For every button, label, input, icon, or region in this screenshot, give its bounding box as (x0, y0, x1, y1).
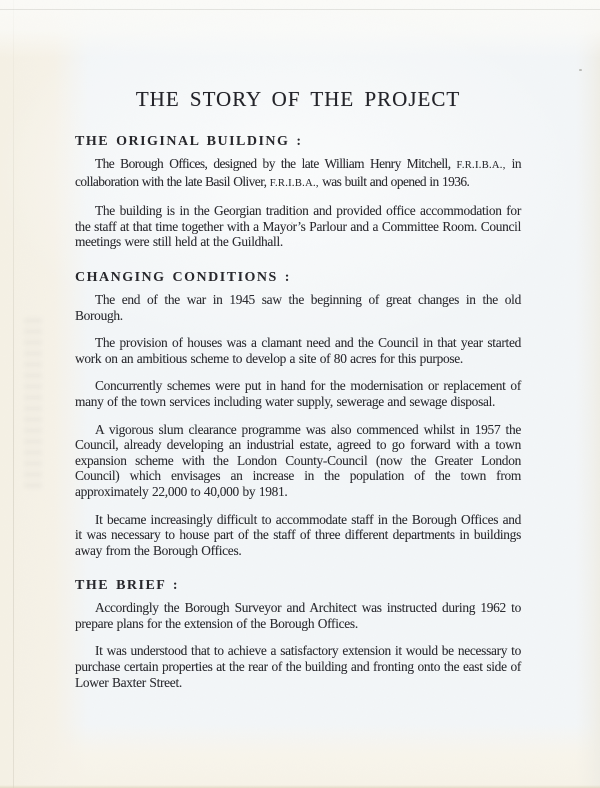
scan-left-edge-line (13, 0, 14, 788)
paragraph-text: was built and opened in 1936. (318, 173, 470, 189)
friba-smallcaps: F.R.I.B.A., (269, 177, 319, 189)
friba-smallcaps: F.R.I.B.A., (456, 160, 506, 171)
body-paragraph: The end of the war in 1945 saw the beginning of great changes in the old Borough. (75, 291, 521, 323)
section-heading-changing-conditions: CHANGING CONDITIONS : (75, 269, 291, 285)
paragraph-text: in collaboration with the late Basil Oliver, (75, 156, 521, 189)
body-paragraph: Accordingly the Borough Surveyor and Architect was instructed during 1962 to prepare plans for the extension of the Borough Offices. (75, 600, 521, 631)
scan-top-edge-line (0, 9, 600, 10)
page-title: THE STORY OF THE PROJECT (135, 87, 461, 111)
body-paragraph (75, 156, 521, 191)
section-heading-the-brief: THE BRIEF : (75, 578, 179, 594)
body-paragraph: Concurrently schemes were put in hand for the modernisation or replacement of many of the town services including water supply, sewerage and sewage disposal. (75, 378, 521, 409)
body-paragraph: A vigorous slum clearance programme was also commenced whilst in 1957 the Council, already developing an industrial estate, agreed to go forward with a town expansion scheme with the London County-Council (now the Greater London Council) which envisages an increase in the population of the town from approximately 22,000 to 40,000 by 1981. (75, 421, 521, 499)
dust-speck (579, 69, 582, 71)
body-paragraph: The building is in the Georgian tradition and provided office accommodation for the staff at that time together with a Mayor’s Parlour and a Committee Room. Council meetings were still held at the Guildhall. (75, 203, 521, 250)
page-content (75, 87, 521, 702)
body-paragraph: It became increasingly difficult to accommodate staff in the Borough Offices and it was necessary to house part of the staff of three different departments in buildings away from the Borough Offices. (75, 511, 521, 558)
body-paragraph: It was understood that to achieve a satisfactory extension it would be necessary to purchase certain properties at the rear of the building and fronting onto the east side of Lower Baxter Street. (75, 643, 521, 690)
page-showthrough-marks (24, 318, 42, 488)
body-paragraph: The provision of houses was a clamant need and the Council in that year started work on an ambitious scheme to develop a site of 80 acres for this purpose. (75, 335, 521, 366)
section-heading-original-building: THE ORIGINAL BUILDING : (75, 134, 303, 149)
paragraph-text: The Borough Offices, designed by the late William Henry Mitchell, (95, 156, 457, 171)
